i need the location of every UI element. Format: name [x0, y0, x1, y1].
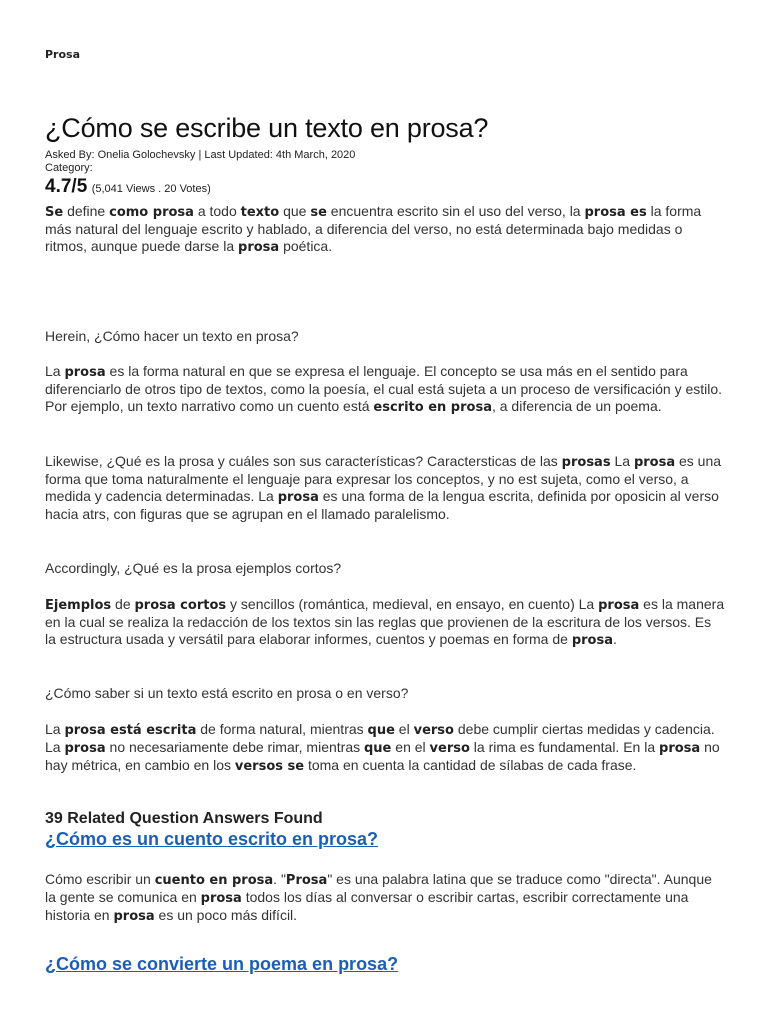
related-question-link[interactable]: ¿Cómo es un cuento escrito en prosa? — [45, 829, 379, 849]
related-answer-paragraph: Cómo escribir un cuento en prosa. "Prosa" es una palabra latina que se traduce como "directa". Aunque la gente se comunica en prosa todos los días al conversar o escribir cartas, escribir correctamente una historia en prosa es un poco más difícil. — [45, 871, 712, 924]
related-count-heading: 39 Related Question Answers Found — [45, 810, 323, 827]
breadcrumb[interactable]: Prosa — [45, 48, 81, 61]
intro-paragraph: Se define como prosa a todo texto que se encuentra escrito sin el uso del verso, la prosa es la forma más natural del lenguaje escrito y hablado, a diferencia del verso, no está determinada bajo medidas o ritmos, aunque puede darse la prosa poética. — [45, 203, 702, 255]
related-question-link[interactable]: ¿Cómo se convierte un poema en prosa? — [45, 954, 399, 974]
question-heading: Accordingly, ¿Qué es la prosa ejemplos cortos? — [45, 560, 342, 576]
rating-score: 4.7/5 — [45, 176, 88, 197]
answer-paragraph: Likewise, ¿Qué es la prosa y cuáles son sus características? Caractersticas de las prosas La prosa es una forma que toma naturalmente el lenguaje para expresar los conceptos, y no est sujeta, como el verso, a medida y cadencia determinadas. La prosa es una forma de la lengua escrita, definida por oposicin al verso hacia atrs, con figuras que se agrupan en el llamado paralelismo. — [45, 453, 722, 522]
answer-paragraph: Ejemplos de prosa cortos y sencillos (romántica, medieval, en ensayo, en cuento) La prosa es la manera en la cual se realiza la redacción de los textos sin las reglas que provienen de la escritura de los versos. Es la estructura usada y versátil para elaborar informes, cuentos y poemas en forma de prosa. — [45, 596, 725, 648]
answer-paragraph: La prosa está escrita de forma natural, mientras que el verso debe cumplir ciertas medidas y cadencia. La prosa no necesariamente debe rimar, mientras que en el verso la rima es fundamental. En la prosa no hay métrica, en cambio en los versos se toma en cuenta la cantidad de sílabas de cada frase. — [45, 721, 720, 774]
question-heading: Herein, ¿Cómo hacer un texto en prosa? — [45, 328, 299, 344]
rating — [45, 176, 211, 198]
answer-paragraph: La prosa es la forma natural en que se expresa el lenguaje. El concepto se usa más en el sentido para diferenciarlo de otros tipo de textos, como la poesía, el cual está sujeta a un proceso de versificación y estilo. Por ejemplo, un texto narrativo como un cuento está escrito en prosa, a diferencia de un poema. — [45, 363, 723, 415]
category-meta: Category: — [45, 162, 93, 174]
question-heading: ¿Cómo saber si un texto está escrito en prosa o en verso? — [45, 685, 409, 701]
page-title: ¿Cómo se escribe un texto en prosa? — [45, 113, 489, 143]
rating-stats: (5,041 Views . 20 Votes) — [91, 183, 211, 195]
asked-by-meta: Asked By: Onelia Golochevsky | Last Updated: 4th March, 2020 — [45, 149, 356, 161]
